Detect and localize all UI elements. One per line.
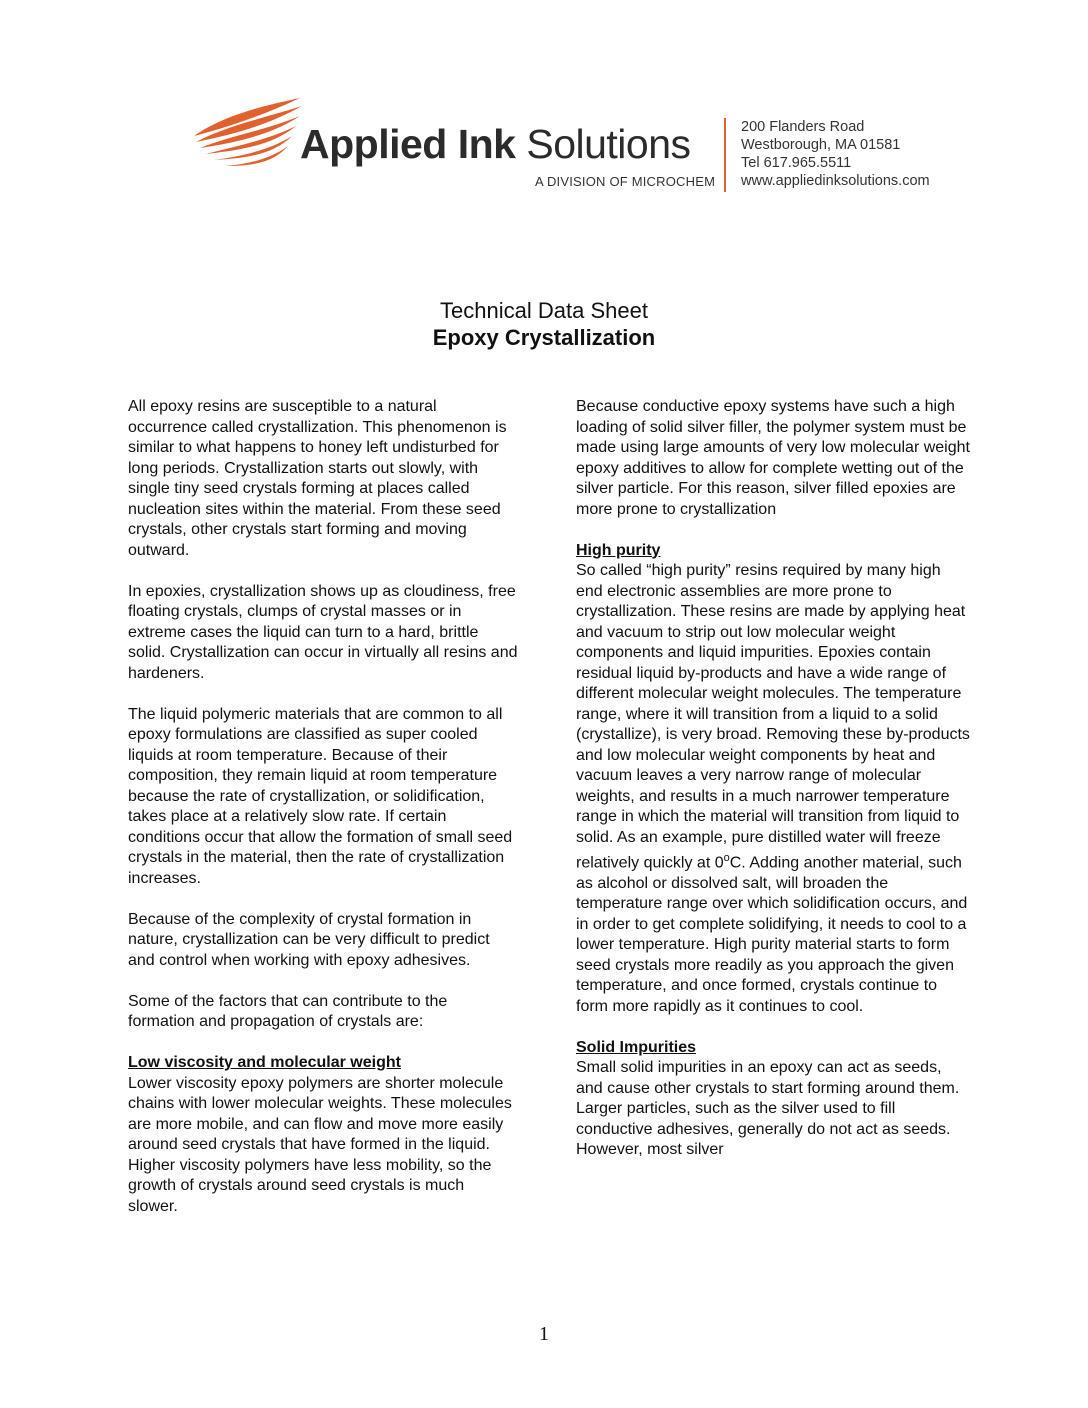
brand-name <box>300 118 691 170</box>
section-heading-high-purity: High purity <box>576 541 661 559</box>
paragraph <box>576 561 971 1017</box>
title-line2: Epoxy Crystallization <box>432 325 656 350</box>
phone: Tel 617.965.5511 <box>741 155 852 171</box>
header-divider <box>724 118 726 192</box>
paragraph: Small solid impurities in an epoxy can act as seeds, and cause other crystals to start forming around them. Larger particles, such as the silver used to fill conductive adhesives, generally do not act as seeds. However, most silver <box>576 1059 960 1159</box>
paragraph: The liquid polymeric materials that are common to all epoxy formulations are classified as super cooled liquids at room temperature. Because of their composition, they remain liquid at room temperature because the rate of crystallization, or solidification, takes place at a relatively slow rate. If certain conditions occur that allow the formation of small seed crystals in the material, then the rate of crystallization increases. <box>128 705 513 887</box>
brand-swoosh-logo <box>192 96 304 176</box>
section-heading-solid-impurities: Solid Impurities <box>576 1038 697 1056</box>
paragraph: In epoxies, crystallization shows up as cloudiness, free floating crystals, clumps of crystal masses or in extreme cases the liquid can turn to a hard, brittle solid. Crystallization can occur in virtually all resins and hardeners. <box>128 582 518 682</box>
left-column <box>128 397 518 1217</box>
right-column <box>576 397 971 1161</box>
brand-division: A DIVISION OF MICROCHEM <box>535 174 716 189</box>
brand-name-light: Solutions <box>515 121 691 167</box>
brand-name-bold: Applied Ink <box>300 121 516 167</box>
title-line1: Technical Data Sheet <box>440 298 648 323</box>
paragraph: Because conductive epoxy systems have such a high loading of solid silver filler, the polymer system must be made using large amounts of very low molecular weight epoxy additives to allow for complete wetting out of the silver particle. For this reason, silver filled epoxies are more prone to crystallization <box>576 398 970 518</box>
paragraph: Lower viscosity epoxy polymers are shorter molecule chains with lower molecular weights. These molecules are more mobile, and can flow and move more easily around seed crystals that have formed in the liquid. Higher viscosity polymers have less mobility, so the growth of crystals around seed crystals is much slower. <box>128 1074 512 1215</box>
paragraph: Some of the factors that can contribute to the formation and propagation of crystals are: <box>128 992 448 1030</box>
section-heading-low-viscosity: Low viscosity and molecular weight <box>128 1054 401 1071</box>
paragraph-part: So called “high purity” resins required by many high end electronic assemblies are more prone to crystallization. These resins are made by applying heat and vacuum to strip out low molecular weight components and liquid impurities. Epoxies contain residual liquid by-products and have a wide range of different molecular weight molecules. The temperature range, where it will transition from a liquid to a solid (crystallize), is very broad. Removing these by-products and low molecular weight components by heat and vacuum leaves a very narrow range of molecular weights, and results in a much narrower temperature range in which the material will transition from liquid to solid. As an example, pure distilled water will freeze relatively quickly at 0 <box>576 562 970 872</box>
page-number: 1 <box>539 1323 549 1345</box>
document-title <box>0 297 1088 351</box>
contact-block <box>741 118 930 190</box>
address-line1: 200 Flanders Road <box>741 119 865 135</box>
address-line2: Westborough, MA 01581 <box>741 137 901 153</box>
paragraph: All epoxy resins are susceptible to a natural occurrence called crystallization. This phenomenon is similar to what happens to honey left undisturbed for long periods. Crystallization starts out slowly, with single tiny seed crystals forming at places called nucleation sites within the material. From these seed crystals, other crystals start forming and moving outward. <box>128 398 507 559</box>
degree-superscript: o <box>723 852 730 864</box>
paragraph: Because of the complexity of crystal formation in nature, crystallization can be very difficult to predict and control when working with epoxy adhesives. <box>128 910 490 969</box>
website-link[interactable]: www.appliedinksolutions.com <box>741 173 930 189</box>
paragraph-part: C. Adding another material, such as alcohol or dissolved salt, will broaden the temperature range over which solidification occurs, and in order to get complete solidifying, it needs to cool to a lower temperature. High purity material starts to form seed crystals more readily as you approach the given temperature, and once formed, crystals continue to form more rapidly as it continues to cool. <box>576 854 968 1015</box>
